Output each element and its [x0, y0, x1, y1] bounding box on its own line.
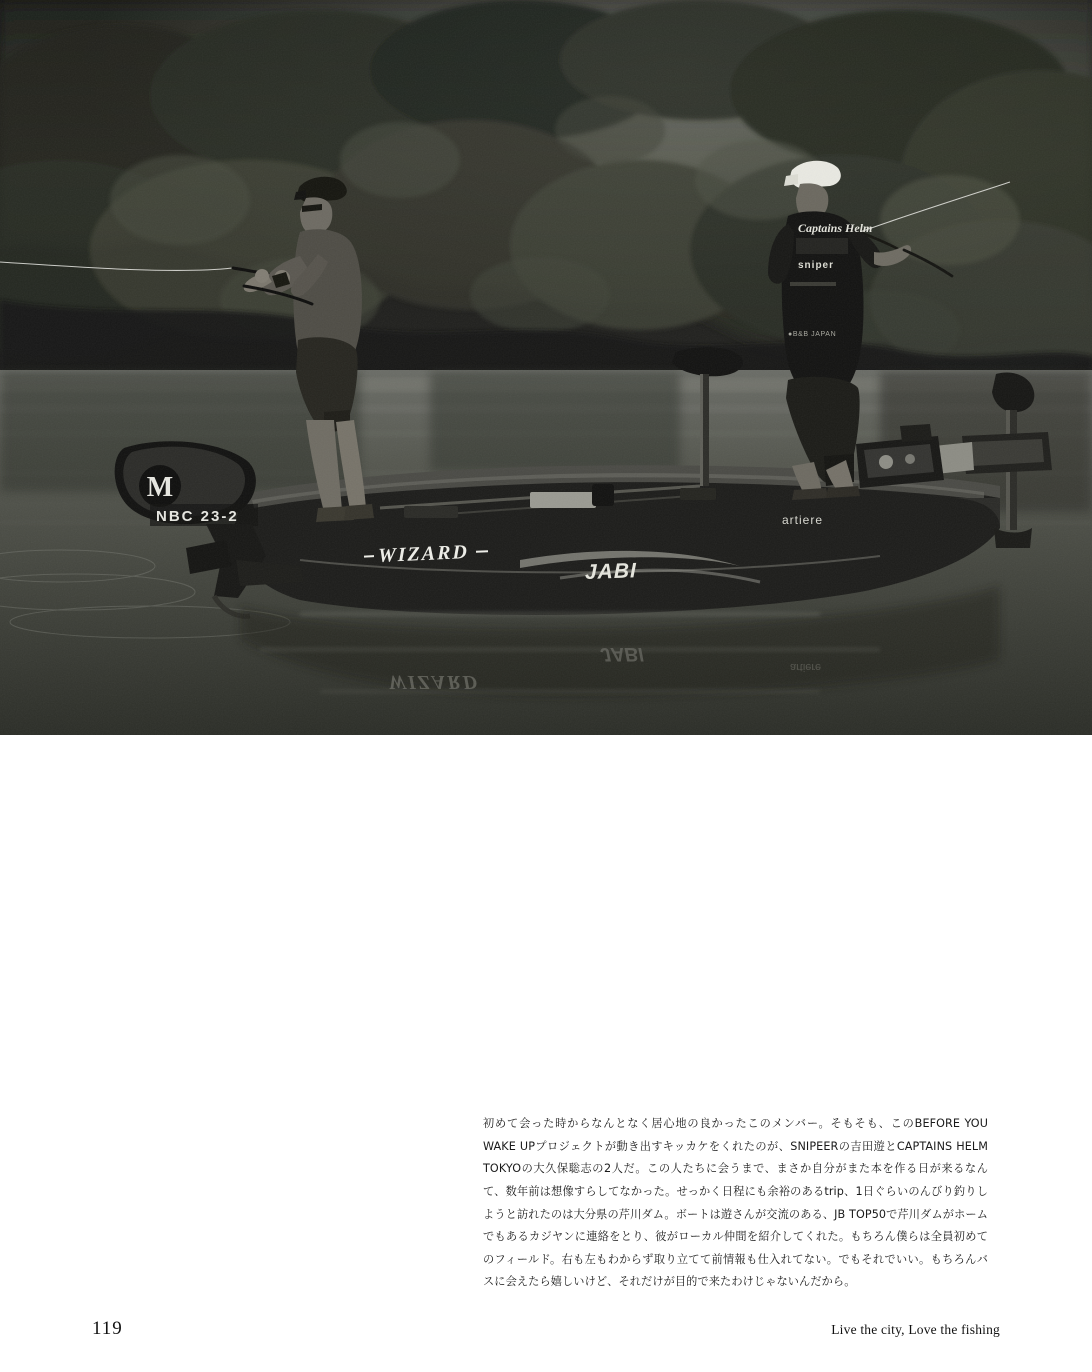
- body-paragraph: 初めて会った時からなんとなく居心地の良かったこのメンバー。そもそも、このBEFORE YOU WAKE UPプロジェクトが動き出すキッカケをくれたのが、SNIPEERの吉田遊とCAPTAINS HELM TOKYOの大久保聡志の2人だ。この人たちに会うまで、まさか自分がまた本を作る日が来るなんて、数年前は想像すらしてなかった。せっかく日程にも余裕のあるtrip、1日ぐらいのんびり釣りしようと訪れたのは大分県の芹川ダム。ボートは遊さんが交流のある、JB TOP50で芹川ダムがホームでもあるカジヤンに連絡をとり、彼がローカル仲間を紹介してくれた。もちろん僕らは全員初めてのフィールド。右も左もわからず取り立てて前情報も仕入れてない。でもそれでいい。もちろんバスに会えたら嬉しいけど、それだけが目的で来たわけじゃないんだから。: [483, 1117, 988, 1289]
- running-head: Live the city, Love the fishing: [831, 1322, 1000, 1337]
- article-body: [483, 1113, 988, 1294]
- page-number: 119: [92, 1318, 123, 1339]
